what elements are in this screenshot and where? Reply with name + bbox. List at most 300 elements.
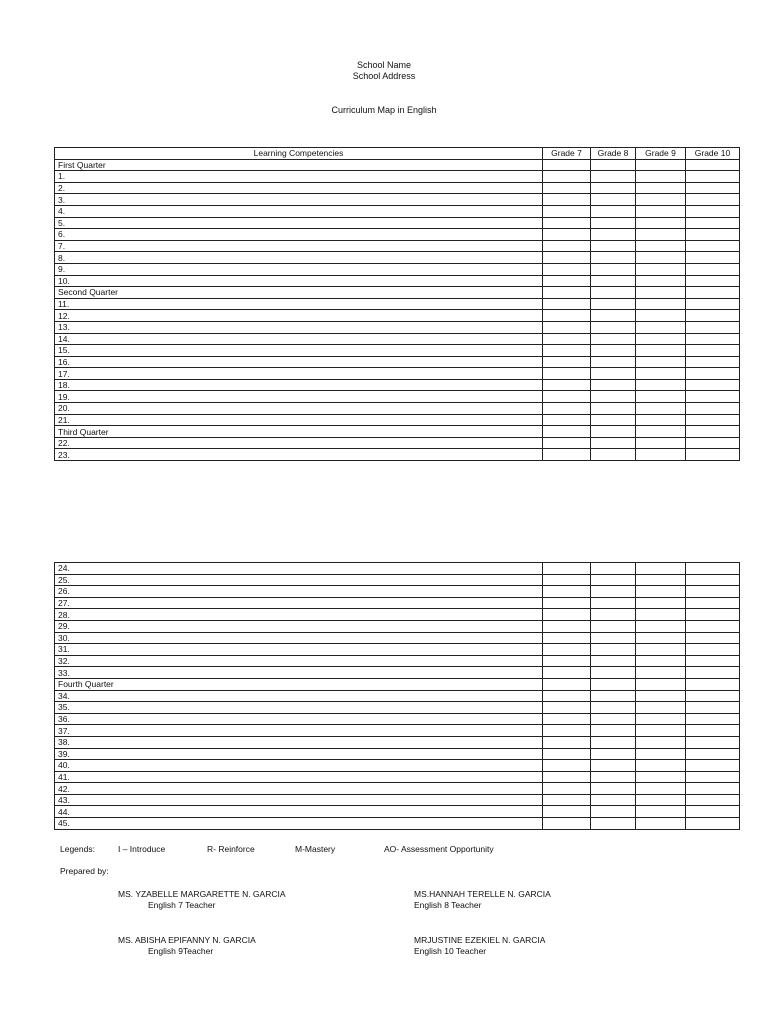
grade-10-cell (686, 310, 740, 322)
grade-8-cell (591, 229, 636, 241)
table-row (55, 783, 740, 795)
grade-8-cell (591, 725, 636, 737)
signatory-grade-9 (118, 935, 256, 957)
table-row (55, 321, 740, 333)
grade-7-cell (543, 356, 591, 368)
competency-cell: 34. (55, 690, 543, 702)
competency-cell: 44. (55, 806, 543, 818)
grade-7-cell (543, 725, 591, 737)
competency-cell: 15. (55, 345, 543, 357)
grade-7-cell (543, 333, 591, 345)
table-row (55, 205, 740, 217)
competency-cell: 26. (55, 586, 543, 598)
grade-7-cell (543, 229, 591, 241)
competency-cell: 1. (55, 171, 543, 183)
grade-8-cell (591, 368, 636, 380)
competency-cell: 23. (55, 449, 543, 461)
grade-10-cell (686, 620, 740, 632)
grade-10-cell (686, 574, 740, 586)
curriculum-table-page2 (54, 562, 740, 830)
competency-cell: 5. (55, 217, 543, 229)
grade-9-cell (636, 678, 686, 690)
legends-label: Legends: (60, 844, 95, 854)
grade-8-cell (591, 345, 636, 357)
quarter-label: Fourth Quarter (55, 678, 543, 690)
competency-cell: 7. (55, 240, 543, 252)
signatory-name: MS. YZABELLE MARGARETTE N. GARCIA (118, 889, 286, 899)
grade-7-cell (543, 597, 591, 609)
grade-9-cell (636, 414, 686, 426)
grade-7-cell (543, 391, 591, 403)
grade-7-cell (543, 690, 591, 702)
grade-10-cell (686, 563, 740, 575)
competency-cell: 32. (55, 655, 543, 667)
grade-9-cell (636, 586, 686, 598)
table-row (55, 760, 740, 772)
grade-10-cell (686, 275, 740, 287)
grade-7-cell (543, 159, 591, 171)
grade-7-cell (543, 449, 591, 461)
grade-8-cell (591, 632, 636, 644)
competency-cell: 33. (55, 667, 543, 679)
table-row (55, 194, 740, 206)
grade-9-cell (636, 287, 686, 299)
table-row (55, 736, 740, 748)
table-row (55, 217, 740, 229)
grade-9-cell (636, 736, 686, 748)
legend-reinforce: R- Reinforce (207, 844, 255, 854)
quarter-label: First Quarter (55, 159, 543, 171)
grade-10-cell (686, 379, 740, 391)
competency-cell: 12. (55, 310, 543, 322)
grade-10-cell (686, 713, 740, 725)
table-row (55, 586, 740, 598)
legend-mastery: M-Mastery (295, 844, 336, 854)
table-row (55, 597, 740, 609)
grade-8-cell (591, 818, 636, 830)
grade-8-cell (591, 379, 636, 391)
grade-8-cell (591, 205, 636, 217)
grade-9-cell (636, 760, 686, 772)
table-row (55, 275, 740, 287)
grade-10-cell (686, 794, 740, 806)
grade-7-cell (543, 644, 591, 656)
competency-cell: 8. (55, 252, 543, 264)
grade-9-cell (636, 171, 686, 183)
grade-8-cell (591, 702, 636, 714)
grade-8-cell (591, 159, 636, 171)
grade-10-cell (686, 597, 740, 609)
competency-cell: 9. (55, 263, 543, 275)
grade-7-cell (543, 263, 591, 275)
competency-cell: 30. (55, 632, 543, 644)
grade-10-cell (686, 655, 740, 667)
grade-7-cell (543, 783, 591, 795)
grade-10-cell (686, 229, 740, 241)
table-row (55, 620, 740, 632)
grade-9-cell (636, 252, 686, 264)
grade-7-cell (543, 414, 591, 426)
column-header-grade-7: Grade 7 (543, 148, 591, 160)
grade-9-cell (636, 818, 686, 830)
grade-10-cell (686, 298, 740, 310)
grade-9-cell (636, 667, 686, 679)
table-row (55, 437, 740, 449)
grade-10-cell (686, 449, 740, 461)
grade-7-cell (543, 736, 591, 748)
grade-10-cell (686, 356, 740, 368)
table-row (55, 333, 740, 345)
competency-cell: 25. (55, 574, 543, 586)
competency-cell: 38. (55, 736, 543, 748)
grade-9-cell (636, 597, 686, 609)
competency-cell: 16. (55, 356, 543, 368)
signatory-name: MS. ABISHA EPIFANNY N. GARCIA (118, 935, 256, 945)
table-row (55, 414, 740, 426)
table-row (55, 263, 740, 275)
grade-10-cell (686, 414, 740, 426)
table-body (55, 159, 740, 460)
grade-7-cell (543, 667, 591, 679)
grade-8-cell (591, 240, 636, 252)
grade-8-cell (591, 609, 636, 621)
grade-9-cell (636, 620, 686, 632)
grade-8-cell (591, 426, 636, 438)
grade-7-cell (543, 368, 591, 380)
grade-8-cell (591, 263, 636, 275)
grade-8-cell (591, 171, 636, 183)
grade-9-cell (636, 563, 686, 575)
signatory-grade-7 (118, 889, 286, 911)
grade-7-cell (543, 586, 591, 598)
grade-7-cell (543, 702, 591, 714)
grade-8-cell (591, 287, 636, 299)
table-row (55, 644, 740, 656)
grade-8-cell (591, 783, 636, 795)
grade-9-cell (636, 748, 686, 760)
grade-9-cell (636, 391, 686, 403)
grade-10-cell (686, 345, 740, 357)
grade-9-cell (636, 275, 686, 287)
grade-10-cell (686, 368, 740, 380)
competency-cell: 10. (55, 275, 543, 287)
table-row (55, 667, 740, 679)
grade-9-cell (636, 159, 686, 171)
grade-8-cell (591, 678, 636, 690)
grade-7-cell (543, 217, 591, 229)
competency-cell: 36. (55, 713, 543, 725)
table-row (55, 771, 740, 783)
grade-8-cell (591, 574, 636, 586)
table-row (55, 632, 740, 644)
grade-9-cell (636, 345, 686, 357)
signatory-grade-10 (414, 935, 545, 957)
grade-9-cell (636, 379, 686, 391)
grade-9-cell (636, 182, 686, 194)
competency-cell: 41. (55, 771, 543, 783)
grade-9-cell (636, 725, 686, 737)
grade-8-cell (591, 182, 636, 194)
table-row (55, 655, 740, 667)
grade-8-cell (591, 391, 636, 403)
grade-9-cell (636, 806, 686, 818)
competency-cell: 18. (55, 379, 543, 391)
grade-7-cell (543, 771, 591, 783)
competency-cell: 11. (55, 298, 543, 310)
grade-7-cell (543, 563, 591, 575)
grade-9-cell (636, 240, 686, 252)
table-row (55, 171, 740, 183)
competency-cell: 45. (55, 818, 543, 830)
signatory-name: MRJUSTINE EZEKIEL N. GARCIA (414, 935, 546, 945)
grade-7-cell (543, 275, 591, 287)
grade-8-cell (591, 586, 636, 598)
signatory-role: English 9Teacher (148, 946, 214, 956)
table-row (55, 403, 740, 415)
grade-9-cell (636, 713, 686, 725)
grade-7-cell (543, 818, 591, 830)
grade-7-cell (543, 574, 591, 586)
grade-7-cell (543, 713, 591, 725)
grade-8-cell (591, 655, 636, 667)
competency-cell: 6. (55, 229, 543, 241)
school-name: School Name (356, 60, 412, 70)
grade-8-cell (591, 644, 636, 656)
grade-8-cell (591, 748, 636, 760)
grade-9-cell (636, 310, 686, 322)
table-row (55, 368, 740, 380)
grade-7-cell (543, 379, 591, 391)
grade-8-cell (591, 217, 636, 229)
quarter-label: Third Quarter (55, 426, 543, 438)
grade-10-cell (686, 194, 740, 206)
grade-10-cell (686, 690, 740, 702)
grade-8-cell (591, 736, 636, 748)
grade-10-cell (686, 205, 740, 217)
table-row (55, 609, 740, 621)
grade-8-cell (591, 356, 636, 368)
grade-9-cell (636, 263, 686, 275)
competency-cell: 42. (55, 783, 543, 795)
competency-cell: 29. (55, 620, 543, 632)
grade-10-cell (686, 748, 740, 760)
grade-10-cell (686, 818, 740, 830)
prepared-by-label: Prepared by: (60, 866, 109, 876)
competency-cell: 24. (55, 563, 543, 575)
grade-10-cell (686, 403, 740, 415)
grade-8-cell (591, 771, 636, 783)
grade-10-cell (686, 609, 740, 621)
grade-9-cell (636, 356, 686, 368)
grade-8-cell (591, 620, 636, 632)
grade-8-cell (591, 449, 636, 461)
grade-10-cell (686, 217, 740, 229)
grade-7-cell (543, 182, 591, 194)
grade-7-cell (543, 760, 591, 772)
table-row (55, 182, 740, 194)
grade-10-cell (686, 806, 740, 818)
grade-7-cell (543, 609, 591, 621)
grade-7-cell (543, 194, 591, 206)
competency-cell: 43. (55, 794, 543, 806)
signatory-role: English 10 Teacher (414, 946, 487, 956)
competency-cell: 35. (55, 702, 543, 714)
grade-10-cell (686, 426, 740, 438)
grade-10-cell (686, 321, 740, 333)
grade-7-cell (543, 310, 591, 322)
grade-9-cell (636, 655, 686, 667)
grade-8-cell (591, 321, 636, 333)
grade-9-cell (636, 217, 686, 229)
table-row (55, 252, 740, 264)
grade-10-cell (686, 437, 740, 449)
grade-7-cell (543, 655, 591, 667)
grade-10-cell (686, 632, 740, 644)
grade-9-cell (636, 298, 686, 310)
competency-cell: 17. (55, 368, 543, 380)
grade-10-cell (686, 667, 740, 679)
grade-9-cell (636, 321, 686, 333)
grade-10-cell (686, 702, 740, 714)
grade-10-cell (686, 287, 740, 299)
table-row (55, 794, 740, 806)
grade-7-cell (543, 298, 591, 310)
grade-10-cell (686, 391, 740, 403)
quarter-row (55, 426, 740, 438)
grade-8-cell (591, 437, 636, 449)
signatory-role: English 7 Teacher (148, 900, 216, 910)
grade-8-cell (591, 298, 636, 310)
grade-7-cell (543, 678, 591, 690)
grade-9-cell (636, 609, 686, 621)
grade-7-cell (543, 205, 591, 217)
grade-10-cell (686, 644, 740, 656)
grade-9-cell (636, 783, 686, 795)
grade-9-cell (636, 632, 686, 644)
grade-7-cell (543, 252, 591, 264)
grade-10-cell (686, 171, 740, 183)
grade-7-cell (543, 620, 591, 632)
grade-9-cell (636, 194, 686, 206)
table-row (55, 806, 740, 818)
grade-10-cell (686, 333, 740, 345)
grade-9-cell (636, 333, 686, 345)
signatory-grade-8 (414, 889, 551, 911)
column-header-grade-8: Grade 8 (591, 148, 636, 160)
school-address: School Address (352, 71, 416, 81)
table-row (55, 391, 740, 403)
grade-10-cell (686, 771, 740, 783)
table-row (55, 702, 740, 714)
table-row (55, 356, 740, 368)
grade-8-cell (591, 713, 636, 725)
grade-10-cell (686, 263, 740, 275)
column-header-grade-9: Grade 9 (636, 148, 686, 160)
table-row (55, 310, 740, 322)
grade-7-cell (543, 794, 591, 806)
grade-9-cell (636, 205, 686, 217)
table-row (55, 690, 740, 702)
quarter-row (55, 159, 740, 171)
grade-9-cell (636, 437, 686, 449)
grade-8-cell (591, 806, 636, 818)
competency-cell: 13. (55, 321, 543, 333)
competency-cell: 40. (55, 760, 543, 772)
grade-9-cell (636, 574, 686, 586)
grade-8-cell (591, 310, 636, 322)
table-body (55, 563, 740, 830)
table-row (55, 240, 740, 252)
table-row (55, 449, 740, 461)
column-header-grade-10: Grade 10 (686, 148, 740, 160)
grade-7-cell (543, 426, 591, 438)
grade-9-cell (636, 449, 686, 461)
grade-9-cell (636, 426, 686, 438)
competency-cell: 27. (55, 597, 543, 609)
grade-8-cell (591, 275, 636, 287)
grade-8-cell (591, 333, 636, 345)
grade-8-cell (591, 252, 636, 264)
grade-7-cell (543, 403, 591, 415)
table-row (55, 229, 740, 241)
grade-9-cell (636, 794, 686, 806)
grade-7-cell (543, 287, 591, 299)
grade-7-cell (543, 632, 591, 644)
grade-9-cell (636, 403, 686, 415)
grade-7-cell (543, 345, 591, 357)
grade-10-cell (686, 240, 740, 252)
grade-10-cell (686, 586, 740, 598)
table-header-row (55, 148, 740, 160)
grade-7-cell (543, 240, 591, 252)
grade-8-cell (591, 597, 636, 609)
grade-10-cell (686, 725, 740, 737)
document-title: Curriculum Map in English (331, 105, 437, 115)
grade-8-cell (591, 760, 636, 772)
quarter-label: Second Quarter (55, 287, 543, 299)
grade-10-cell (686, 252, 740, 264)
signatory-role: English 8 Teacher (414, 900, 482, 910)
grade-10-cell (686, 760, 740, 772)
grade-7-cell (543, 171, 591, 183)
grade-9-cell (636, 368, 686, 380)
legend-introduce: I – Introduce (118, 844, 166, 854)
competency-cell: 21. (55, 414, 543, 426)
competency-cell: 20. (55, 403, 543, 415)
grade-9-cell (636, 229, 686, 241)
grade-10-cell (686, 736, 740, 748)
grade-9-cell (636, 690, 686, 702)
grade-10-cell (686, 783, 740, 795)
grade-7-cell (543, 437, 591, 449)
competency-cell: 37. (55, 725, 543, 737)
competency-cell: 28. (55, 609, 543, 621)
grade-8-cell (591, 794, 636, 806)
grade-9-cell (636, 702, 686, 714)
grade-8-cell (591, 403, 636, 415)
grade-7-cell (543, 321, 591, 333)
quarter-row (55, 287, 740, 299)
grade-8-cell (591, 667, 636, 679)
table-row (55, 379, 740, 391)
competency-cell: 4. (55, 205, 543, 217)
legend-assessment-opportunity: AO- Assessment Opportunity (384, 844, 494, 854)
curriculum-table-page1 (54, 147, 740, 461)
table-row (55, 818, 740, 830)
quarter-row (55, 678, 740, 690)
table-row (55, 563, 740, 575)
grade-10-cell (686, 159, 740, 171)
